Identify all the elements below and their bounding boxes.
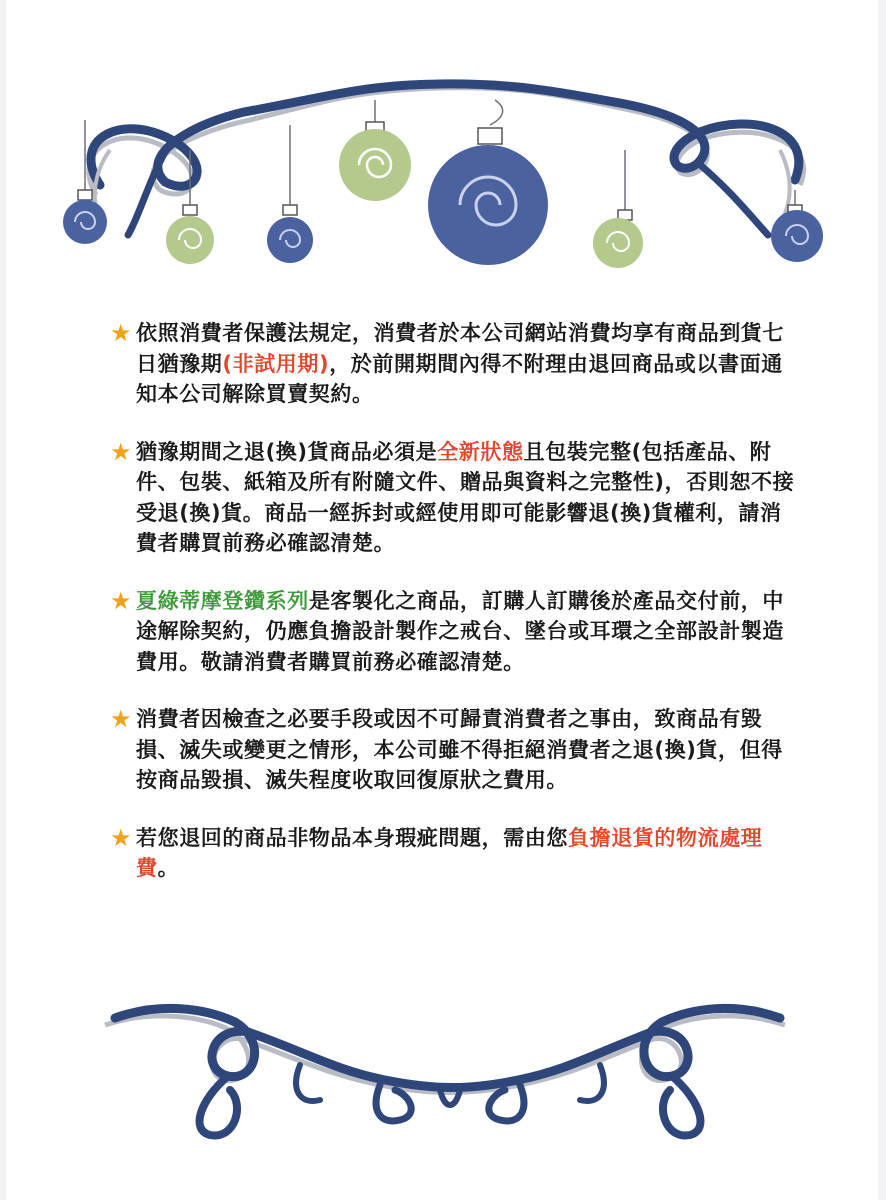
return-policy-notice [108, 318, 798, 911]
highlight-red: 負擔退貨的物流處理費 [136, 825, 763, 880]
highlight-red: (非試用期) [222, 351, 330, 376]
ornament-blue-small-right [771, 205, 823, 262]
star-icon: ★ [110, 437, 133, 466]
policy-paragraph-4: ★ 消費者因檢查之必要手段或因不可歸責消費者之事由，致商品有毀損、滅失或變更之情形，本公司雖不得拒絕消費者之退(換)貨，但得按商品毀損、滅失程度收取回復原狀之費用。 [110, 705, 783, 792]
star-icon: ★ [110, 705, 133, 733]
highlight-red: 全新狀態 [437, 439, 524, 464]
ornament-green-small-right [593, 210, 643, 268]
policy-paragraph-5: ★ 若您退回的商品非物品本身瑕疵問題，需由您負擔退貨的物流處理費。 [110, 823, 763, 880]
bottom-ribbon-decoration [0, 990, 886, 1180]
star-icon: ★ [110, 319, 133, 347]
star-icon: ★ [110, 586, 133, 615]
ornament-green-small-left [166, 205, 214, 264]
policy-paragraph-3: ★ 夏綠蒂摩登鑽系列是客製化之商品，訂購人訂購後於產品交付前，中途解除契約，仍應負擔設計製作之戒台、墜台或耳環之全部設計製造費用。敬請消費者購買前務必確認清楚。 [110, 586, 785, 674]
ornament-blue-large [428, 128, 548, 265]
star-icon: ★ [110, 823, 133, 852]
policy-paragraph-2: ★ 猶豫期間之退(換)貨商品必須是全新狀態且包裝完整(包括產品、附件、包裝、紙箱及所有附隨文件、贈品與資料之完整性)，否則恕不接受退(換)貨。商品一經拆封或經使用即可能影響退(換)貨權利，請消費者購買前務必確認清楚。 [110, 437, 795, 555]
ornament-blue-small-center-left [267, 205, 313, 263]
ornament-green-medium [339, 122, 411, 201]
policy-paragraph-1: ★ 依照消費者保護法規定，消費者於本公司網站消費均享有商品到貨七日猶豫期(非試用期)，於前開期間內得不附理由退回商品或以書面通知本公司解除買賣契約。 [110, 319, 784, 406]
top-ornament-decoration [0, 0, 886, 300]
ornament-blue-small-left [63, 190, 107, 244]
highlight-green: 夏綠蒂摩登鑽系列 [136, 588, 309, 613]
